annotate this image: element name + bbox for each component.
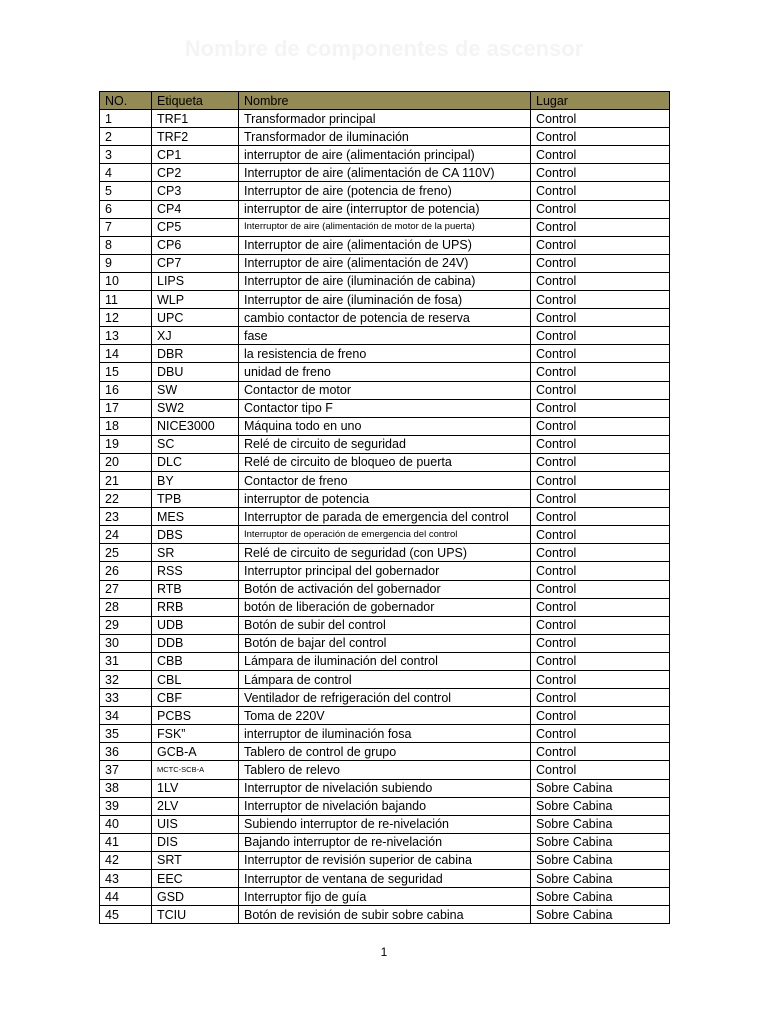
cell-no: 25 [100,544,152,562]
cell-name: Interruptor de nivelación bajando [239,797,531,815]
cell-no: 43 [100,870,152,888]
cell-tag: BY [152,471,239,489]
cell-place: Control [531,689,670,707]
cell-no: 3 [100,146,152,164]
cell-no: 18 [100,417,152,435]
cell-no: 28 [100,598,152,616]
cell-place: Control [531,761,670,779]
cell-name: Interruptor de aire (iluminación de fosa) [239,291,531,309]
table-row [100,743,670,761]
cell-no: 27 [100,580,152,598]
cell-no: 1 [100,110,152,128]
table-row [100,598,670,616]
cell-name: unidad de freno [239,363,531,381]
cell-no: 42 [100,851,152,869]
table-row [100,707,670,725]
cell-tag: SRT [152,851,239,869]
cell-name: Relé de circuito de bloqueo de puerta [239,453,531,471]
cell-name: Interruptor de aire (potencia de freno) [239,182,531,200]
table-row [100,906,670,924]
cell-tag: UIS [152,815,239,833]
cell-name: Interruptor principal del gobernador [239,562,531,580]
cell-no: 9 [100,254,152,272]
cell-tag: CP3 [152,182,239,200]
cell-tag: RTB [152,580,239,598]
cell-name: Interruptor de revisión superior de cabina [239,851,531,869]
table-row [100,272,670,290]
cell-no: 37 [100,761,152,779]
cell-name: Máquina todo en uno [239,417,531,435]
column-header-name: Nombre [239,92,531,110]
cell-name: Lámpara de control [239,671,531,689]
cell-name: Interruptor de parada de emergencia del control [239,508,531,526]
cell-place: Control [531,707,670,725]
cell-name: Tablero de relevo [239,761,531,779]
cell-tag: SR [152,544,239,562]
cell-name: Interruptor de ventana de seguridad [239,870,531,888]
cell-tag: TCIU [152,906,239,924]
cell-name: Botón de revisión de subir sobre cabina [239,906,531,924]
cell-place: Control [531,725,670,743]
cell-name: Ventilador de refrigeración del control [239,689,531,707]
cell-tag: RSS [152,562,239,580]
cell-name: Contactor de motor [239,381,531,399]
cell-tag: 1LV [152,779,239,797]
cell-tag: DBU [152,363,239,381]
cell-place: Control [531,508,670,526]
cell-tag: CP1 [152,146,239,164]
cell-tag: CP2 [152,164,239,182]
cell-place: Control [531,634,670,652]
cell-place: Sobre Cabina [531,833,670,851]
cell-place: Control [531,616,670,634]
cell-place: Control [531,671,670,689]
table-row [100,761,670,779]
cell-name: Interruptor de aire (alimentación de UPS) [239,236,531,254]
cell-tag: SC [152,435,239,453]
cell-name: Bajando interruptor de re-nivelación [239,833,531,851]
cell-tag: CP6 [152,236,239,254]
cell-tag: PCBS [152,707,239,725]
cell-tag: TRF2 [152,128,239,146]
table-row [100,833,670,851]
table-row [100,526,670,544]
cell-tag: FSK” [152,725,239,743]
cell-place: Control [531,490,670,508]
cell-name: interruptor de aire (alimentación principal) [239,146,531,164]
cell-place: Sobre Cabina [531,851,670,869]
cell-no: 36 [100,743,152,761]
table-row [100,200,670,218]
cell-no: 23 [100,508,152,526]
cell-place: Sobre Cabina [531,797,670,815]
cell-no: 19 [100,435,152,453]
cell-tag: NICE3000 [152,417,239,435]
cell-place: Control [531,272,670,290]
table-row [100,236,670,254]
cell-place: Control [531,471,670,489]
cell-tag: CBF [152,689,239,707]
table-row [100,435,670,453]
cell-tag: LIPS [152,272,239,290]
cell-tag: WLP [152,291,239,309]
cell-place: Sobre Cabina [531,779,670,797]
cell-name: Interruptor de aire (iluminación de cabina) [239,272,531,290]
cell-name: Botón de bajar del control [239,634,531,652]
cell-tag: GSD [152,888,239,906]
cell-no: 35 [100,725,152,743]
table-row [100,815,670,833]
column-header-tag: Etiqueta [152,92,239,110]
cell-tag: DBS [152,526,239,544]
components-table [99,91,670,924]
table-row [100,363,670,381]
cell-name: Transformador principal [239,110,531,128]
cell-no: 39 [100,797,152,815]
table-row [100,652,670,670]
table-row [100,345,670,363]
cell-no: 21 [100,471,152,489]
cell-place: Control [531,327,670,345]
cell-tag: GCB-A [152,743,239,761]
table-row [100,146,670,164]
table-row [100,725,670,743]
table-row [100,291,670,309]
cell-no: 31 [100,652,152,670]
cell-place: Control [531,580,670,598]
cell-name: Transformador de iluminación [239,128,531,146]
cell-name: interruptor de potencia [239,490,531,508]
table-row [100,689,670,707]
cell-place: Control [531,200,670,218]
cell-tag: CP7 [152,254,239,272]
table-body [100,110,670,924]
cell-name: Toma de 220V [239,707,531,725]
cell-no: 30 [100,634,152,652]
table-row [100,164,670,182]
cell-place: Control [531,544,670,562]
cell-no: 14 [100,345,152,363]
cell-place: Control [531,381,670,399]
column-header-no: NO. [100,92,152,110]
cell-name: Relé de circuito de seguridad (con UPS) [239,544,531,562]
cell-place: Sobre Cabina [531,906,670,924]
cell-no: 16 [100,381,152,399]
cell-name: Botón de activación del gobernador [239,580,531,598]
cell-no: 38 [100,779,152,797]
table-row [100,634,670,652]
cell-tag: DDB [152,634,239,652]
cell-no: 26 [100,562,152,580]
cell-name: Interruptor de nivelación subiendo [239,779,531,797]
cell-place: Control [531,598,670,616]
page-number: 1 [380,945,388,959]
table-row [100,381,670,399]
cell-no: 11 [100,291,152,309]
table-row [100,471,670,489]
cell-no: 41 [100,833,152,851]
cell-no: 20 [100,453,152,471]
cell-tag: UDB [152,616,239,634]
cell-no: 6 [100,200,152,218]
cell-no: 13 [100,327,152,345]
cell-tag: DLC [152,453,239,471]
cell-name: Interruptor de operación de emergencia del control [239,526,531,544]
cell-name: fase [239,327,531,345]
cell-place: Control [531,128,670,146]
cell-name: Interruptor de aire (alimentación de 24V) [239,254,531,272]
table-row [100,888,670,906]
cell-no: 12 [100,309,152,327]
table-row [100,218,670,236]
cell-place: Control [531,236,670,254]
table-row [100,544,670,562]
table-header-row [100,92,670,110]
table-row [100,508,670,526]
cell-tag: EEC [152,870,239,888]
cell-name: Botón de subir del control [239,616,531,634]
cell-place: Control [531,291,670,309]
cell-place: Control [531,562,670,580]
cell-no: 44 [100,888,152,906]
table-row [100,616,670,634]
cell-tag: TRF1 [152,110,239,128]
cell-no: 15 [100,363,152,381]
cell-name: Interruptor de aire (alimentación de motor de la puerta) [239,218,531,236]
table-row [100,797,670,815]
cell-no: 7 [100,218,152,236]
table-row [100,671,670,689]
table-row [100,110,670,128]
cell-no: 2 [100,128,152,146]
cell-place: Control [531,164,670,182]
cell-place: Control [531,309,670,327]
cell-name: la resistencia de freno [239,345,531,363]
cell-tag: DBR [152,345,239,363]
cell-place: Control [531,110,670,128]
cell-place: Control [531,399,670,417]
cell-tag: UPC [152,309,239,327]
cell-no: 17 [100,399,152,417]
cell-place: Control [531,417,670,435]
cell-tag: CBB [152,652,239,670]
cell-place: Control [531,146,670,164]
cell-tag: 2LV [152,797,239,815]
table-row [100,562,670,580]
cell-tag: MES [152,508,239,526]
table-row [100,254,670,272]
cell-place: Control [531,182,670,200]
table-row [100,327,670,345]
cell-no: 4 [100,164,152,182]
cell-name: Subiendo interruptor de re-nivelación [239,815,531,833]
cell-place: Control [531,435,670,453]
cell-name: Contactor de freno [239,471,531,489]
table-row [100,779,670,797]
cell-name: Contactor tipo F [239,399,531,417]
cell-tag: XJ [152,327,239,345]
cell-place: Control [531,743,670,761]
cell-place: Sobre Cabina [531,888,670,906]
table-row [100,309,670,327]
table-row [100,128,670,146]
table-row [100,182,670,200]
cell-tag: RRB [152,598,239,616]
cell-tag: TPB [152,490,239,508]
cell-place: Control [531,363,670,381]
cell-no: 45 [100,906,152,924]
cell-no: 8 [100,236,152,254]
cell-tag: SW [152,381,239,399]
column-header-place: Lugar [531,92,670,110]
cell-place: Control [531,453,670,471]
cell-name: Relé de circuito de seguridad [239,435,531,453]
cell-place: Control [531,345,670,363]
cell-tag: MCTC-SCB-A [152,761,239,779]
table-row [100,453,670,471]
cell-no: 32 [100,671,152,689]
table-row [100,851,670,869]
cell-name: Lámpara de iluminación del control [239,652,531,670]
page-title: Nombre de componentes de ascensor [184,36,584,61]
cell-no: 33 [100,689,152,707]
cell-no: 22 [100,490,152,508]
cell-tag: CBL [152,671,239,689]
table-row [100,490,670,508]
table-row [100,399,670,417]
table-row [100,870,670,888]
cell-place: Control [531,526,670,544]
cell-no: 10 [100,272,152,290]
cell-tag: CP4 [152,200,239,218]
cell-name: botón de liberación de gobernador [239,598,531,616]
cell-name: interruptor de iluminación fosa [239,725,531,743]
cell-no: 5 [100,182,152,200]
table-row [100,580,670,598]
cell-tag: SW2 [152,399,239,417]
cell-no: 29 [100,616,152,634]
cell-no: 40 [100,815,152,833]
cell-name: Tablero de control de grupo [239,743,531,761]
cell-place: Sobre Cabina [531,815,670,833]
cell-name: interruptor de aire (interruptor de potencia) [239,200,531,218]
cell-place: Control [531,652,670,670]
cell-tag: CP5 [152,218,239,236]
cell-no: 24 [100,526,152,544]
table-row [100,417,670,435]
cell-no: 34 [100,707,152,725]
cell-tag: DIS [152,833,239,851]
cell-name: Interruptor de aire (alimentación de CA 110V) [239,164,531,182]
cell-place: Control [531,218,670,236]
cell-place: Sobre Cabina [531,870,670,888]
cell-name: Interruptor fijo de guía [239,888,531,906]
cell-name: cambio contactor de potencia de reserva [239,309,531,327]
cell-place: Control [531,254,670,272]
